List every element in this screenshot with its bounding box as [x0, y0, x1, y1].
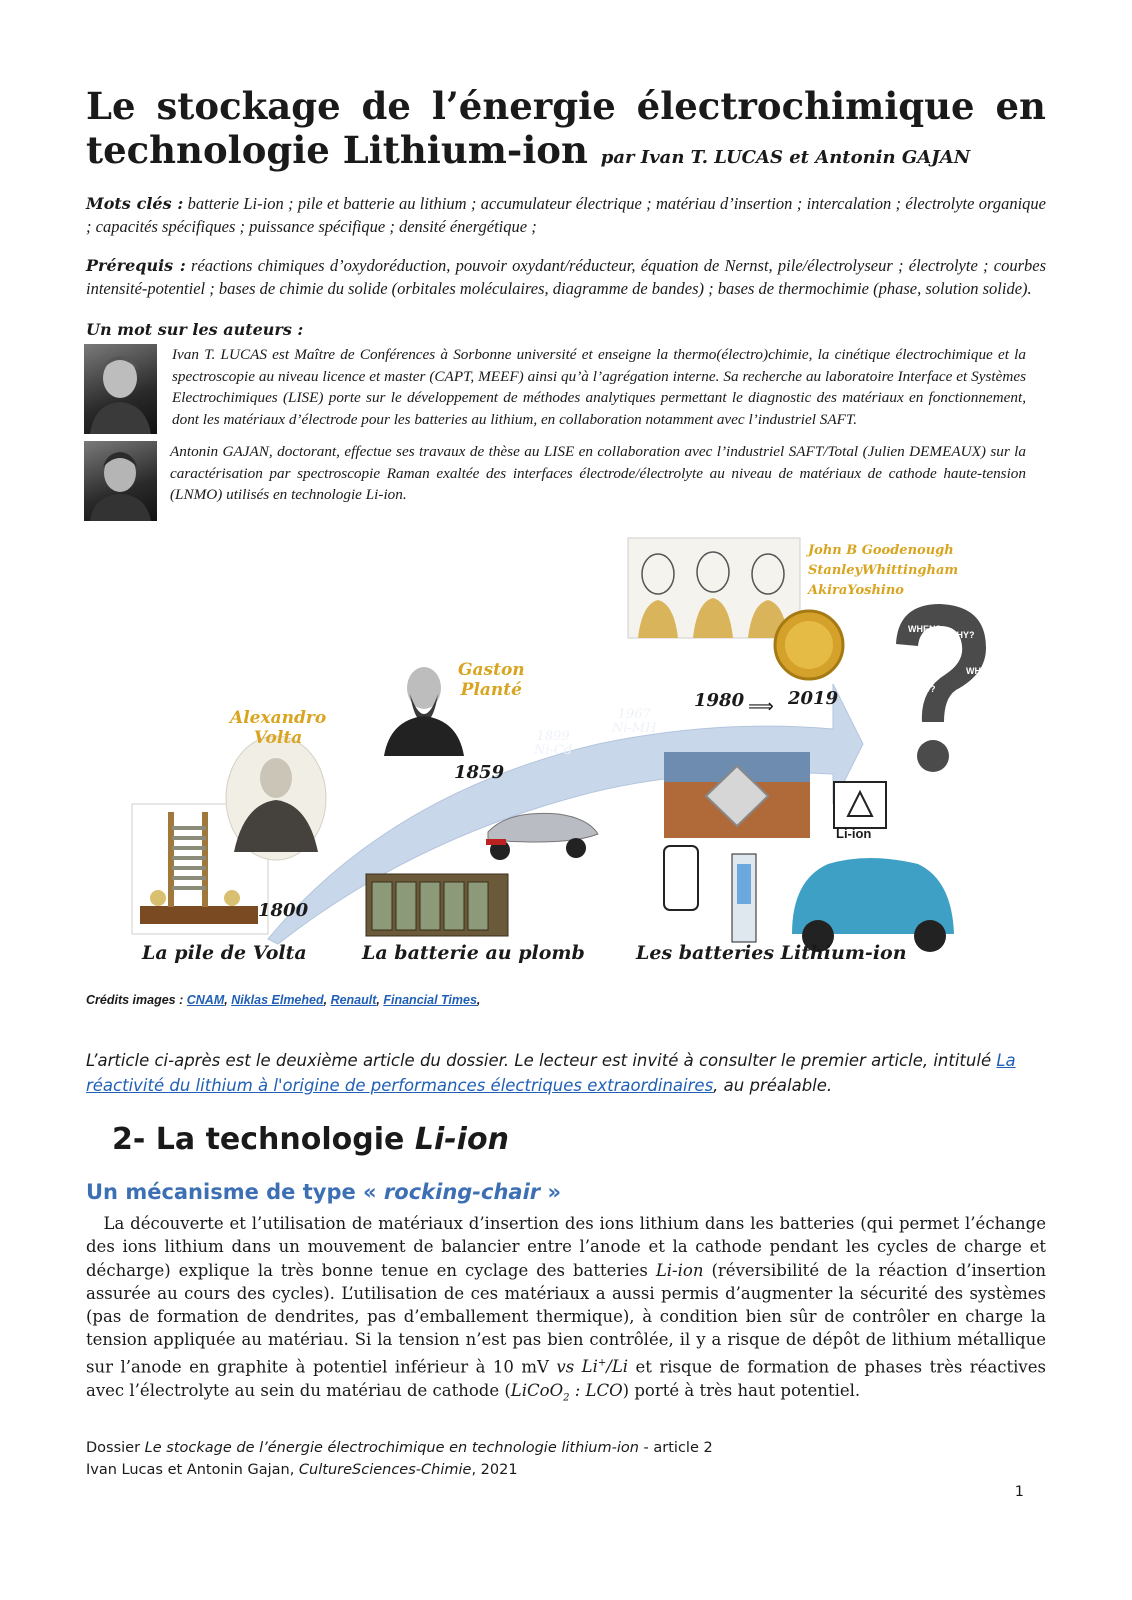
keywords-label: Mots clés : [86, 194, 184, 213]
label-volta-pile: La pile de Volta [142, 942, 307, 964]
page-number: 1 [1014, 1484, 1024, 1500]
arrow-right-icon: ⟹ [748, 696, 774, 717]
lco-abbrev: : LCO [569, 1380, 623, 1400]
prerequisites-label: Prérequis : [86, 256, 186, 275]
subsection-title [86, 1180, 561, 1204]
page-footer [86, 1437, 713, 1481]
subsection-post: » [540, 1180, 562, 1204]
title-word: stockage [156, 84, 341, 128]
title-word: Le [86, 84, 136, 128]
section-number: 2- [112, 1122, 146, 1157]
author-photo-gajan [84, 441, 157, 521]
question-mark-icon [896, 604, 986, 722]
title-word: en [995, 84, 1046, 128]
article-title [86, 84, 1046, 180]
title-word: électrochimique [636, 84, 975, 128]
year-1859: 1859 [454, 762, 505, 783]
volta-name-first: Alexandro [230, 708, 327, 728]
intro-after: , au préalable. [713, 1076, 833, 1095]
year-1800: 1800 [258, 900, 309, 921]
image-credits: Crédits images : CNAM, Niklas Elmehed, Renault, Financial Times, [86, 993, 481, 1007]
subsection-em: rocking-chair [383, 1180, 541, 1204]
footer-line-1 [86, 1437, 713, 1459]
credits-label: Crédits images : [86, 993, 184, 1007]
footer-dossier-title: Le stockage de l’énergie électrochimique en technologie lithium-ion [144, 1440, 639, 1456]
body-paragraph [86, 1212, 1046, 1409]
question-word: HOW? [908, 684, 936, 694]
title-word: l’énergie [431, 84, 616, 128]
prerequisites-text: réactions chimiques d’oxydoréduction, pouvoir oxydant/réducteur, équation de Nernst, pile/électrolyseur ; électrolyte ; courbes intensité-potentiel ; bases de chimie du solide (orbitales moléculaires, diagramme de bandes) ; bases de thermochimie (phase, solution solide). [86, 256, 1047, 298]
year-2019: 2019 [788, 688, 839, 709]
prerequisites [86, 254, 1046, 300]
body-liion: Li-ion [655, 1260, 704, 1280]
volta-name-last: Volta [253, 728, 303, 748]
keywords-text: batterie Li-ion ; pile et batterie au lithium ; accumulateur électrique ; matériau d’insertion ; intercalation ; électrolyte organique ; capacités spécifiques ; puissance spécifique ; densité énergétique ; [86, 194, 1046, 236]
nicd-milestone [534, 730, 572, 758]
intro-text: L’article ci-après est le deuxième article du dossier. Le lecteur est invité à consulter le premier article, intitulé [86, 1051, 992, 1070]
liion-badge: Li-ion [836, 826, 872, 841]
year-1967: 1967 [617, 707, 651, 722]
title-word: de [361, 84, 411, 128]
authors-heading: Un mot sur les auteurs : [86, 320, 304, 339]
title-line-2-text: technologie Lithium-ion [86, 128, 588, 172]
year-1899: 1899 [536, 729, 570, 744]
footer-line-2 [86, 1459, 713, 1481]
credit-link-elmehed[interactable]: Niklas Elmehed [231, 993, 324, 1007]
section-title [112, 1122, 509, 1157]
byline: par Ivan T. LUCAS et Antonin GAJAN [600, 147, 971, 168]
title-line-2 [86, 128, 1046, 180]
body-licoo2 [510, 1380, 623, 1403]
body-vs: vs [556, 1357, 575, 1377]
body-part-1: La découverte et l’utilisation de matériaux d’insertion des ions lithium dans les batteries (qui permet l’échange des ions lithium dans un mouvement de balancier entre l’anode et la cathode pendant les cycles de charge et décharge) explique la très bonne tenue en cyclage des batteries [86, 1214, 1046, 1280]
plante-name-last: Planté [460, 680, 522, 700]
smartphone-icon [664, 846, 698, 910]
footer-dossier: Dossier [86, 1440, 145, 1456]
year-1980: 1980 [694, 690, 745, 711]
question-word: WHO? [950, 710, 978, 720]
section-title-text: La technologie [155, 1122, 415, 1157]
footer-year: , 2021 [471, 1462, 518, 1478]
nimh-label: Ni-MH [612, 721, 657, 736]
subsection-pre: Un mécanisme de type « [86, 1180, 384, 1204]
nicd-label: Ni-Cd [534, 743, 573, 758]
body-part-3: et risque de formation de phases très réactives avec l’électrolyte au sein du matériau de cathode ( [86, 1357, 1046, 1400]
recycle-icon [834, 782, 886, 828]
first-article-link[interactable]: La réactivité du lithium à l'origine de performances électriques extraordinaires [86, 1051, 1016, 1095]
plante-name-first: Gaston [458, 660, 525, 680]
keywords [86, 192, 1046, 238]
author-bio-gajan: Antonin GAJAN, doctorant, effectue ses travaux de thèse au LISE en collaboration avec l’industriel SAFT/Total (Julien DEMEAUX) sur la caractérisation par spectroscopie Raman exaltée des interfaces électrode/électrolyte au niveau de matériaux de cathode haute-tension (LNMO) utilisés en technologie Li-ion. [170, 443, 1026, 503]
body-part-4: ) porté à très haut potentiel. [622, 1380, 861, 1400]
question-word: WHERE? [966, 666, 1005, 676]
licoo-subscript: 2 [563, 1391, 570, 1403]
footer-authors: Ivan Lucas et Antonin Gajan, [86, 1462, 299, 1478]
li-symbol: Li [581, 1357, 598, 1377]
author-bio-lucas: Ivan T. LUCAS est Maître de Conférences à Sorbonne université et enseigne la thermo(électro)chimie, la cinétique électrochimique et la spectroscopie au niveau licence et master (CAPT, MEEF) ainsi qu’à l’agrégation interne. Sa recherche au laboratoire Interface et Systèmes Electrochimiques (LISE) porte sur le développement de méthodes analytiques permettant le diagnostic des matériaux en fonctionnement, dont les matériaux d’électrode pour les batteries au lithium, en collaboration notamment avec l’industriel SAFT. [172, 346, 1026, 428]
label-lead-battery: La batterie au plomb [362, 942, 585, 964]
portrait-icon [84, 344, 157, 434]
credit-link-ft[interactable]: Financial Times [383, 993, 477, 1007]
nimh-milestone [612, 708, 657, 736]
question-word: WHAT? [924, 646, 956, 656]
credit-link-cnam[interactable]: CNAM [186, 993, 225, 1007]
body-li [582, 1357, 628, 1376]
battery-history-timeline [128, 534, 1008, 974]
footer-publication: CultureSciences-Chimie [298, 1462, 472, 1478]
portrait-icon [84, 441, 157, 521]
nobel-name-whittingham: StanleyWhittingham [808, 563, 959, 578]
label-liion-batteries: Les batteries Lithium-ion [636, 942, 907, 964]
credit-link-renault[interactable]: Renault [330, 993, 377, 1007]
nobel-name-yoshino: AkiraYoshino [808, 583, 904, 598]
body-part-2: (réversibilité de la réaction d’insertion assurée au cours des cycles). L’utilisation de ces matériaux a aussi permis d’augmenter la sécurité des systèmes (pas de formation de dendrites, pas d’emballement thermique), à condition bien sûr de contrôler en charge la tension appliquée au matériau. Si la tension n’est pas bien contrôlée, il y a risque de dépôt de lithium métallique sur l’anode en graphite à potentiel inférieur à 10 mV [86, 1260, 1046, 1377]
author-photo-lucas [84, 344, 157, 434]
intro-paragraph [86, 1048, 1046, 1098]
li-ref: /Li [606, 1357, 629, 1377]
question-word: WHY? [948, 630, 975, 640]
title-line-1 [86, 84, 1046, 128]
nobel-name-goodenough: John B Goodenough [808, 543, 954, 558]
question-word: WHEN? [908, 624, 941, 634]
licoo-formula: LiCoO [510, 1380, 564, 1400]
section-title-em: Li-ion [414, 1122, 509, 1157]
footer-article-number: - article 2 [638, 1440, 713, 1456]
li-charge: + [597, 1357, 607, 1369]
